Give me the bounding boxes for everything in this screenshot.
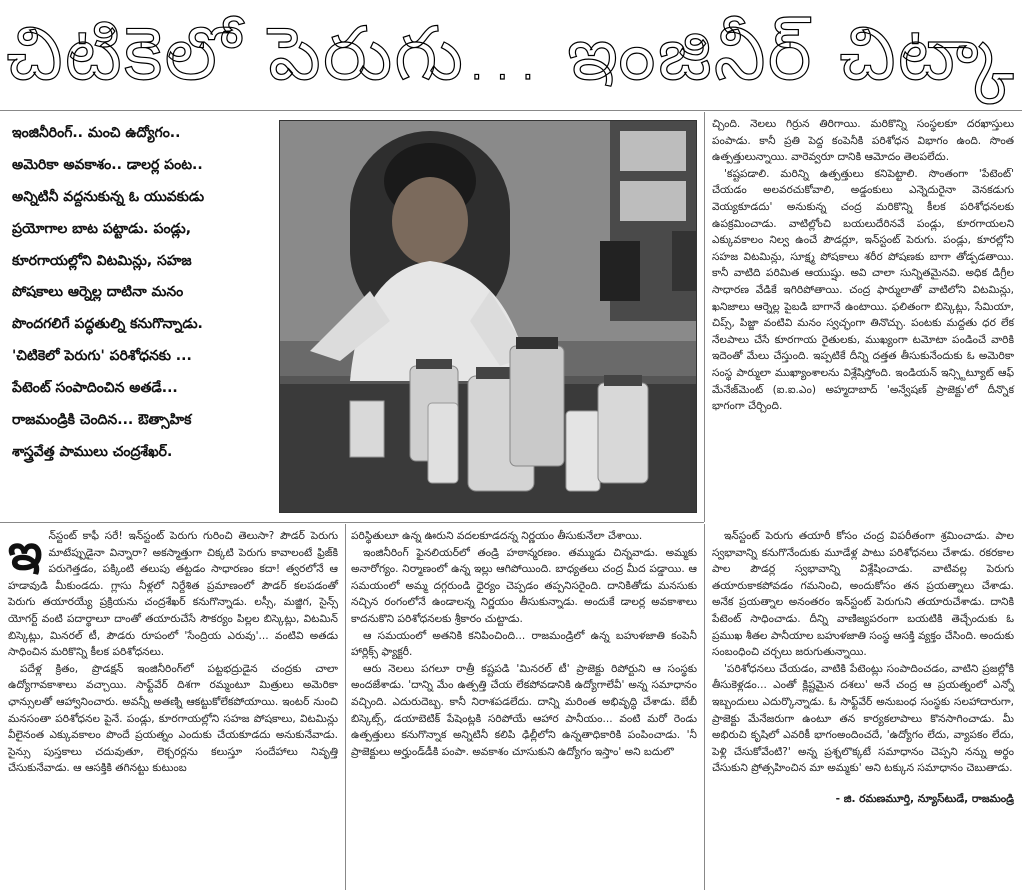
column-right-top (712, 116, 1014, 415)
drop-cap: ఇ (8, 523, 43, 581)
byline: - జి. రమణమూర్తి, న్యూస్‌టుడే, రాజమండ్రి (835, 792, 1014, 805)
article-photo (279, 120, 697, 513)
paragraph: ఆరు నెలలు పగలూ రాత్రీ కష్టపడి 'మినరల్ టీ' ప్రాజెక్టు రిపోర్టుని ఆ సంస్థకు అందజేశాడు. 'దాన్ని మేం ఉత్పత్తి చేయ లేకపోవడానికి ఉద్యోగాలేవీ' అన్న సమాధానం వచ్చింది. ఎదురుదెబ్బ. కానీ నిరాశపడలేదు. దాన్ని మరింత అభివృద్ధి చేశాడు. బేబీ బిస్కెట్స్, డయాబెటిక్ పేషెంట్లకి సరిపోయే ఆహార పానీయం... వంటి మరో రెండు ఉత్పత్తులు కనుగొన్నాక అన్నిటినీ కలిపి ఢిల్లీలోని ఉన్నతాధికారికి పంపించాడు. 'నీ ప్రాజెక్టులు అర్హుండ్‌డీకి పంపా. అవకాశం చూసుకుని ఉద్యోగం ఇస్తాం' అని బదులొ (351, 662, 697, 758)
intro-line: ప్రయోగాల బాట పట్టాడు. పండ్లు, (12, 220, 192, 237)
paragraph: 'కష్టపడాలి. మరిన్ని ఉత్పత్తులు కనిపెట్టాలి. సొంతంగా 'పేటెంట్' చేయడం అలవరచుకోవాలి, అడ్డంకులు ఎన్నెదురైనా వెనకడుగు వెయ్యకూడదు' అనుకున్న చంద్ర మరికొన్ని కీలక పరిశోధనలకు ఉపక్రమించాడు. వాటిల్లోంచి బయలుదేరినవే పండ్లు, కూరగాయలని ఎక్కువకాలం నిల్వ ఉంచే పౌడర్లూ, ఇన్‌స్టంట్ పెరుగు. పండ్లు, కూరల్లోని సహజ విటమిన్లు, సూక్ష్మ పోషకాలు శరీర పోషణకు బాగా తోడ్పడతాయి. కానీ వాటిది పరిమిత ఆయుష్షు. అవి చాలా సున్నితమైనవి. అధిక డిగ్రీల సాధారణ వేడికే ఇగిరిపోతాయి. చంద్ర ఫార్ములాతో వాటిలోని విటమిన్లు, ఖనిజాలు ఆర్నెల్ల పైబడి బాగానే ఉంటాయి. ఫలితంగా బిస్కెట్లు, సేమియా, చిప్స్, పిజ్జా వంటివి మనం స్వచ్ఛంగా తినొచ్చు. పంటకు మద్దతు ధర లేక నేలపాలు చేసే కూరగాయ రైతులకు, ముఖ్యంగా టమోటా పండించే వారికి ఇదెంతో మేలు చేస్తుంది. ఇప్పటికే దీన్ని దత్తత తీసుకునేందుకు ఓ అమెరికా సంస్థ పార్ములా ముఖ్యాంశాలను విశ్లేషిస్తోంది. ఇండియన్ ఇన్స్టిట్యూట్ ఆఫ్ మేనేజ్‌మెంట్ (ఐ.ఐ.ఎం) అహ్మదాబాద్ 'అన్వేషణ్ ప్రాజెక్టు'లో దీన్నొక భాగంగా చేర్చింది. (712, 167, 1014, 413)
intro-line: పేటెంట్ సంపాదించిన అతడే... (12, 380, 178, 397)
paragraph: పరిస్థితులూ ఉన్న ఊరుని వదలకూడదన్న నిర్ణయం తీసుకునేలా చేశాయి. (351, 530, 643, 542)
paragraph-text: న్‌స్టంట్ కాఫీ సరే! ఇన్‌స్టంట్ పెరుగు గురించి తెలుసా? పౌడర్ పెరుగు మాటేప్పుడైనా విన్నారా? అకస్మాత్తుగా చిక్కటి పెరుగు కావాలంటే ఫ్రిజ్‌కి పరుగెత్తడం, పక్కింటి తలుపు తట్టడం సాధారణం కదా! త్వరలోనే ఆ హడావుడి మీకుండదు. గ్లాసు నీళ్లలో నిర్దేశిత ప్రమాణంలో పౌడర్ కలపడంతో పెరుగు తయారయ్యే ప్రక్రియను చంద్రశేఖర్ కనుగొన్నాడు. లస్సీ, మజ్జిగ, సైన్స్ యోగర్ట్ వంటి పదార్థాలూ దాంతో తయారుచేసే సౌకర్యం పిల్లల బిస్కెట్లు, విటమిన్ బిస్కెట్లు, మినరల్ టీ, పౌడరు రూపంలో 'సేంద్రియ ఎరువు'... వంటివి అతడు సాధించిన మరికొన్ని కీలక పరిశోధనలు. (8, 530, 338, 659)
section-divider (0, 522, 704, 523)
column-divider (345, 524, 346, 890)
intro-line: అమెరికా అవకాశం.. డాలర్ల పంట.. (12, 156, 203, 173)
intro-line: ఇంజినీరింగ్.. మంచి ఉద్యోగం.. (12, 125, 181, 141)
paragraph: ఇంజినీరింగ్ ఫైనలియర్‌లో తండ్రి హఠాన్మరణం. తమ్ముడు చిన్నవాడు. అమ్మకు అనారోగ్యం. నిర్మాణంలో ఉన్న ఇల్లు ఆగిపోయింది. బాధ్యతలు చంద్ర మీద పడ్డాయి. ఆ సమయంలో అమ్మ దగ్గరుండి ధైర్యం చెప్పడం తప్పనిసరైంది. దానికితోడు మనసుకు నచ్చిన రంగంలోనే ఉండాలన్న నిర్ణయం తీసుకున్నాడు. అందుకే డాలర్ల అవకాశాలు కాదనుకొని పరిశోధనలకు శ్రీకారం చుట్టాడు. (351, 546, 697, 625)
paragraph: ఇన్‌స్టంట్ పెరుగు తయారీ కోసం చంద్ర విపరీతంగా శ్రమించాడు. పాల స్వభావాన్ని కనుగొనేందుకు మూడేళ్ల పాటు పరిశోధనలు చేశాడు. రకరకాల పాల పౌడర్ల స్వభావాన్ని విశ్లేషించాడు. వాటివల్ల పెరుగు తయారుకాకపోవడం గమనించి, అందుకోసం తన ప్రయత్నాలు చేశాడు. అనేక ప్రయత్నాల అనంతరం ఇన్‌స్టంట్ పెరుగుని తయారుచేశాడు. దానికి పేటెంట్ సాధించాడు. దీన్ని వాణిజ్యపరంగా బయటికి తెచ్చేందుకు ఓ ప్రముఖ శీతల పానీయాల బహుళజాతి సంస్థ ఆసక్తి వ్యక్తం చేసింది. అందుకు సంబంధించి చర్చలు జరుగుతున్నాయి. (712, 530, 1014, 659)
paragraph: చ్చింది. నెలలు గిర్రున తిరిగాయి. మరికొన్ని సంస్థలకూ దరఖాస్తులు పంపాడు. కానీ ప్రతి పెద్ద కంపెనీకి పరిశోధన విభాగం ఉంది. సొంత ఉత్పత్తులున్నాయి. వారెవ్వరూ దానికి ఆమోదం తెలపలేదు. (712, 118, 1014, 164)
paragraph: 'పరిశోధనలు చేయడం, వాటికి పేటెంట్లు సంపాదించడం, వాటిని ప్రజల్లోకి తీసుకెళ్లడం... ఎంతో క్లిష్టమైన దశలు' అనే చంద్ర ఆ ప్రయత్నంలో ఎన్నో ఇబ్బందులు ఎదుర్కొన్నాడు. ఓ సాఫ్ట్‌వేర్ అనుబంధ సంస్థకు సలహాదారుగా, ప్రాజెక్టు మేనేజరుగా ఉంటూ తన కార్యకలాపాలు కొనసాగించాడు. మీ అభిరుచి కృషిలో ఎవరికీ భాగంఅందించదే, 'ఉద్యోగం లేదు, వ్యాపకం లేదు, పెళ్లి చేసుకోవేంటి?' అన్న ప్రశ్నలొక్కటే సమాధానం చెప్పని నన్ను అర్థం చేసుకుని ప్రోత్సహించిన మా అమ్మకు' అని టక్కున సమాధానం చెబుతాడు. (712, 662, 1014, 775)
paragraph: ఆ సమయంలో అతనికి కనిపించింది... రాజమండ్రిలో ఉన్న బహుళజాతి కంపెనీ హార్లిక్స్ ఫ్యాక్టరీ. (351, 629, 697, 659)
column-divider (704, 112, 705, 522)
paragraph: పదేళ్ల క్రితం, ప్రొడక్షన్ ఇంజినీరింగ్‌లో పట్టభద్రుడైన చంద్రకు చాలా ఉద్యోగావకాశాలు వచ్చాయి. సాఫ్ట్‌వేర్ దిశగా రమ్మంటూ మిత్రులు అమెరికా ఛాన్సులతో ఆహ్వానించారు. అవన్నీ అతణ్ని ఆకట్టుకోలేకపోయాయి. ఇంటర్ నుంచి మనసంతా పరిశోధనల పైనే. పండ్లు, కూరగాయల్లోని సహజ పోషకాలు, విటమిన్లు వీలైనంత ఎక్కువకాలం పొందే ప్రయత్నం ఎందుకు చేయకూడదు అనుకునేవాడు. సైన్సు పుస్తకాలు చదువుతూ, లెక్చరర్లను కలుస్తూ సందేహాలు నివృత్తి చేసుకునేవాడు. ఆ ఆసక్తికి తగినట్టు కుటుంబ (8, 662, 338, 775)
intro-line: కూరగాయల్లోని విటమిన్లు, సహజ (12, 252, 192, 269)
headline: చిటికెలో పెరుగు... ఇంజినీర్ చిట్కా (6, 11, 1016, 97)
intro-blurb (12, 118, 270, 508)
paragraph (8, 523, 338, 661)
column-right-bottom (712, 528, 1014, 808)
intro-line: 'చిటికెలో పెరుగు' పరిశోధనకు ... (12, 348, 192, 365)
photo-illustration (280, 121, 696, 512)
headline-divider (0, 110, 1022, 111)
intro-line: పొందగలిగే పద్ధతుల్ని కనుగొన్నాడు. (12, 316, 203, 333)
column-divider (704, 524, 705, 890)
column-middle (351, 528, 697, 760)
intro-line: రాజమండ్రికి చెందిన... ఔత్సాహిక (12, 412, 192, 429)
column-left (8, 523, 338, 777)
intro-line: శాస్త్రవేత్త పాములు చంద్రశేఖర్. (12, 443, 173, 460)
intro-line: అన్నిటినీ వద్దనుకున్న ఓ యువకుడు (12, 188, 205, 205)
intro-line: పోషకాలు ఆర్నెల్ల దాటినా మనం (12, 284, 184, 301)
